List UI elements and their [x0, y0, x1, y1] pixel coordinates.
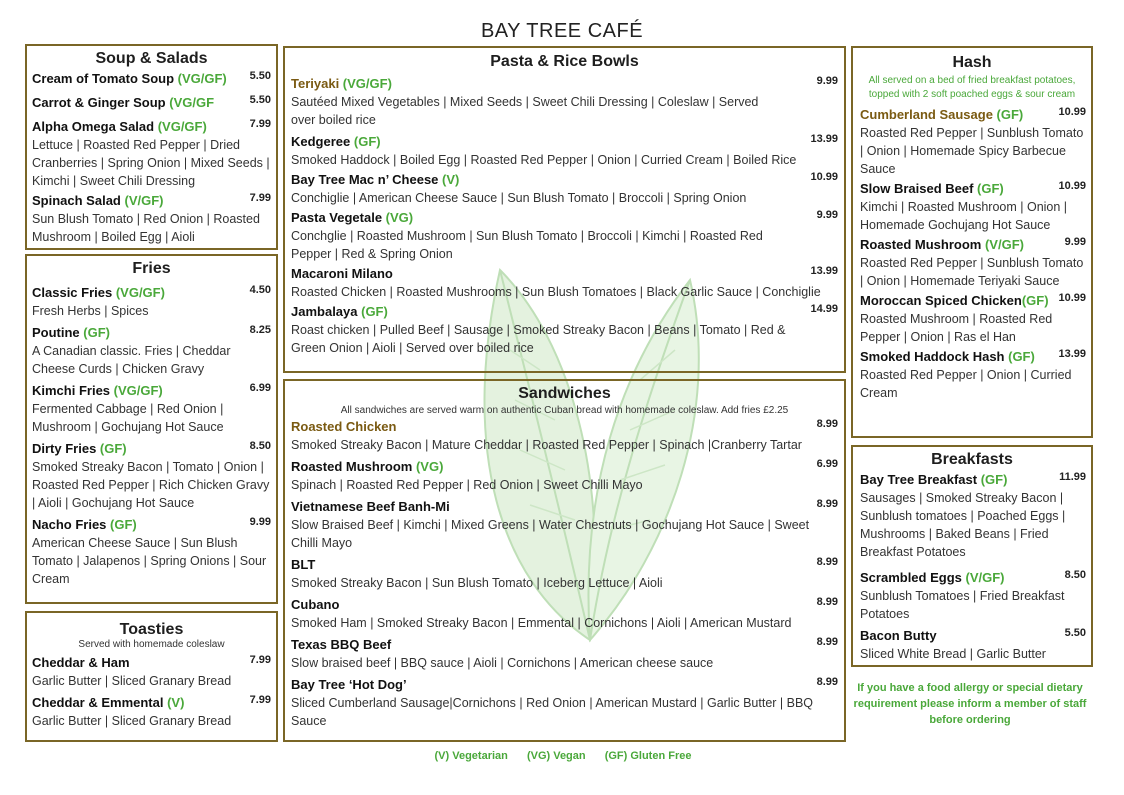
diet-tag: (GF): [99, 441, 127, 456]
menu-item: [32, 324, 271, 378]
item-description: Fermented Cabbage | Red Onion | Mushroom | Gochujang Hot Sauce: [32, 402, 224, 434]
item-name: Bacon Butty: [860, 628, 937, 643]
item-description: Roasted Red Pepper | Sunblush Tomato | Onion | Homemade Spicy Barbecue Sauce: [860, 126, 1084, 176]
item-description: Sautéed Mixed Vegetables | Mixed Seeds | Sweet Chili Dressing | Coleslaw | Served over boiled rice: [291, 95, 759, 127]
diet-tag: (V/GF): [984, 237, 1024, 252]
diet-tag: (GF): [83, 325, 110, 340]
item-description: Lettuce | Roasted Red Pepper | Dried Cranberries | Spring Onion | Mixed Seeds | Kimchi | Sweet Chili Dressing: [32, 138, 270, 188]
item-description: Slow braised beef | BBQ sauce | Aioli | Cornichons | American cheese sauce: [291, 656, 714, 670]
section-heading: Hash: [952, 54, 992, 71]
item-price: 8.25: [249, 324, 271, 336]
item-name: Roasted Mushroom: [860, 237, 985, 252]
diet-tag: (VG): [385, 210, 414, 225]
item-price: 8.50: [1064, 569, 1086, 581]
menu-item: [32, 654, 271, 690]
item-price: 10.99: [810, 171, 838, 183]
menu-item: [291, 498, 838, 552]
item-name: Vietnamese Beef Banh-Mi: [291, 499, 450, 514]
item-price: 8.99: [816, 596, 838, 608]
diet-tag: (GF): [977, 181, 1004, 196]
item-name: Kimchi Fries: [32, 383, 114, 398]
section-heading: Pasta & Rice Bowls: [490, 53, 639, 70]
legend-vegan: (VG) Vegan: [526, 750, 586, 762]
menu-item: [291, 209, 838, 263]
diet-legend: [283, 750, 843, 762]
item-price: 6.99: [249, 382, 271, 394]
menu-item: [291, 596, 838, 632]
item-name: Bay Tree ‘Hot Dog’: [291, 677, 407, 692]
diet-tag: (GF): [110, 517, 137, 532]
item-description: Spinach | Roasted Red Pepper | Red Onion | Sweet Chilli Mayo: [291, 478, 643, 492]
menu-item: [32, 440, 271, 512]
item-description: A Canadian classic. Fries | Cheddar Cheese Curds | Chicken Gravy: [32, 344, 231, 376]
menu-item: [860, 471, 1086, 561]
item-name: Kedgeree: [291, 134, 354, 149]
item-description: Fresh Herbs | Spices: [32, 304, 149, 318]
item-name: Cream of Tomato Soup: [32, 71, 178, 86]
item-name: Poutine: [32, 325, 84, 340]
diet-tag: (VG/GF): [177, 71, 227, 86]
diet-tag: (VG/GF): [115, 285, 165, 300]
item-price: 10.99: [1058, 292, 1086, 304]
section-heading: Sandwiches: [518, 385, 611, 402]
menu-item: [32, 694, 271, 730]
item-price: 8.99: [816, 556, 838, 568]
item-price: 7.99: [249, 118, 271, 130]
item-price: 8.50: [249, 440, 271, 452]
diet-tag: (VG/GF: [169, 95, 215, 110]
item-name: Classic Fries: [32, 285, 116, 300]
section-heading: Toasties: [119, 621, 184, 638]
menu-item: [32, 516, 271, 588]
item-description: Sausages | Smoked Streaky Bacon | Sunblush tomatoes | Poached Eggs | Mushrooms | Baked Beans | Fried Breakfast Potatoes: [860, 491, 1066, 559]
toasties-section: [25, 611, 278, 742]
section-heading: Fries: [132, 260, 171, 277]
item-price: 10.99: [1058, 106, 1086, 118]
menu-item: [291, 556, 838, 592]
diet-tag: (V): [442, 172, 460, 187]
diet-tag: (VG): [415, 459, 444, 474]
item-price: 7.99: [249, 192, 271, 204]
breakfasts-section: [851, 445, 1093, 667]
item-description: Sunblush Tomatoes | Fried Breakfast Potatoes: [860, 589, 1065, 621]
section-note: All served on a bed of fried breakfast potatoes, topped with 2 soft poached eggs & sour cream: [868, 75, 1076, 100]
menu-item: [860, 627, 1086, 663]
item-price: 8.99: [816, 676, 838, 688]
menu-item: [32, 284, 271, 320]
item-description: Roasted Mushroom | Roasted Red Pepper | Onion | Ras el Han: [860, 312, 1053, 344]
menu-item: [291, 75, 838, 129]
diet-tag: (GF): [996, 107, 1024, 122]
item-name: Jambalaya: [291, 304, 362, 319]
item-description: Roast chicken | Pulled Beef | Sausage | Smoked Streaky Bacon | Beans | Tomato | Red & Green Onion | Aioli | Served over boiled rice: [291, 323, 786, 355]
item-description: Garlic Butter | Sliced Granary Bread: [32, 714, 232, 728]
legend-gluten-free: (GF) Gluten Free: [604, 750, 692, 762]
item-name: Moroccan Spiced Chicken: [860, 293, 1022, 308]
diet-tag: (VG/GF): [157, 119, 207, 134]
item-name: Bay Tree Mac n’ Cheese: [291, 172, 443, 187]
item-name: Slow Braised Beef: [860, 181, 978, 196]
item-price: 10.99: [1058, 180, 1086, 192]
item-name: Carrot & Ginger Soup: [32, 95, 170, 110]
menu-item: [291, 133, 838, 169]
section-heading: Breakfasts: [931, 451, 1013, 468]
item-description: Smoked Streaky Bacon | Tomato | Onion | Roasted Red Pepper | Rich Chicken Gravy | Aioli | Gochujang Hot Sauce: [32, 460, 270, 510]
menu-item: [32, 70, 271, 88]
item-price: 13.99: [1058, 348, 1086, 360]
item-price: 8.99: [816, 418, 838, 430]
item-name: Nacho Fries: [32, 517, 111, 532]
menu-item: [32, 382, 271, 436]
diet-tag: (VG/GF): [113, 383, 163, 398]
menu-item: [291, 418, 838, 454]
diet-tag: (GF): [1008, 349, 1035, 364]
menu-item: [860, 106, 1086, 178]
item-description: Smoked Streaky Bacon | Mature Cheddar | Roasted Red Pepper | Spinach |Cranberry Tartar: [291, 438, 802, 452]
diet-tag: (GF): [1021, 293, 1049, 308]
diet-tag: (V/GF): [124, 193, 164, 208]
menu-item: [860, 236, 1086, 290]
menu-item: [291, 458, 838, 494]
item-name: Alpha Omega Salad: [32, 119, 158, 134]
item-price: 6.99: [816, 458, 838, 470]
item-price: 9.99: [816, 209, 838, 221]
item-description: Roasted Red Pepper | Sunblush Tomato | Onion | Homemade Teriyaki Sauce: [860, 256, 1084, 288]
item-description: Slow Braised Beef | Kimchi | Mixed Greens | Water Chestnuts | Gochujang Hot Sauce | Sweet Chilli Mayo: [291, 518, 810, 550]
item-description: Roasted Chicken | Roasted Mushrooms | Sun Blush Tomatoes | Black Garlic Sauce | Conchiglie: [291, 285, 821, 299]
item-name: Scrambled Eggs: [860, 570, 966, 585]
menu-item: [860, 180, 1086, 234]
item-price: 13.99: [810, 265, 838, 277]
menu-item: [291, 636, 838, 672]
item-name: Teriyaki: [291, 76, 343, 91]
item-price: 9.99: [249, 516, 271, 528]
item-description: Garlic Butter | Sliced Granary Bread: [32, 674, 232, 688]
menu-item: [860, 569, 1086, 623]
menu-item: [291, 265, 838, 301]
item-price: 9.99: [1064, 236, 1086, 248]
item-price: 11.99: [1059, 471, 1086, 483]
menu-item: [291, 171, 838, 207]
section-note: All sandwiches are served warm on authentic Cuban bread with homemade coleslaw. Add fries £2.25: [340, 405, 789, 416]
sandwiches-section: [283, 379, 846, 742]
item-name: Pasta Vegetale: [291, 210, 386, 225]
item-price: 8.99: [816, 498, 838, 510]
item-price: 5.50: [249, 70, 271, 82]
item-name: Smoked Haddock Hash: [860, 349, 1009, 364]
allergy-notice: If you have a food allergy or special dietary requirement please inform a member of staff before ordering: [853, 682, 1087, 726]
item-name: BLT: [291, 557, 316, 572]
legend-vegetarian: (V) Vegetarian: [434, 750, 508, 762]
menu-item: [291, 676, 838, 730]
item-price: 9.99: [816, 75, 838, 87]
item-description: Roasted Red Pepper | Onion | Curried Cream: [860, 368, 1072, 400]
menu-item: [32, 118, 271, 190]
section-note: Served with homemade coleslaw: [78, 639, 225, 650]
menu-item: [32, 94, 271, 112]
diet-tag: (GF): [980, 472, 1008, 487]
diet-tag: (V/GF): [965, 570, 1005, 585]
menu-item: [32, 192, 271, 246]
item-price: 13.99: [810, 133, 838, 145]
section-heading: Soup & Salads: [95, 50, 208, 67]
item-description: Smoked Streaky Bacon | Sun Blush Tomato | Iceberg Lettuce | Aioli: [291, 576, 663, 590]
item-name: Bay Tree Breakfast: [860, 472, 981, 487]
menu-item: [860, 348, 1086, 402]
diet-tag: (VG/GF): [342, 76, 392, 91]
fries-section: [25, 254, 278, 604]
menu-item: [291, 303, 838, 357]
diet-tag: (V): [167, 695, 185, 710]
item-description: Sliced Cumberland Sausage|Cornichons | Red Onion | American Mustard | Garlic Butter | BBQ Sauce: [291, 696, 814, 728]
diet-tag: (GF): [353, 134, 381, 149]
item-description: Smoked Ham | Smoked Streaky Bacon | Emmental | Cornichons | Aioli | American Mustard: [291, 616, 792, 630]
item-price: 5.50: [249, 94, 271, 106]
soup-salads-section: [25, 44, 278, 250]
item-description: Sun Blush Tomato | Red Onion | Roasted Mushroom | Boiled Egg | Aioli: [32, 212, 260, 244]
menu-title: BAY TREE CAFÉ: [480, 20, 644, 42]
item-price: 14.99: [810, 303, 838, 315]
item-name: Roasted Chicken: [291, 419, 397, 434]
menu-item: [860, 292, 1086, 346]
item-description: Conchiglie | American Cheese Sauce | Sun Blush Tomato | Broccoli | Spring Onion: [291, 191, 747, 205]
pasta-rice-section: [283, 46, 846, 373]
item-name: Macaroni Milano: [291, 266, 393, 281]
item-description: American Cheese Sauce | Sun Blush Tomato | Jalapenos | Spring Onions | Sour Cream: [32, 536, 267, 586]
item-name: Roasted Mushroom: [291, 459, 416, 474]
item-name: Dirty Fries: [32, 441, 100, 456]
item-description: Kimchi | Roasted Mushroom | Onion | Homemade Gochujang Hot Sauce: [860, 200, 1068, 232]
diet-tag: (GF): [361, 304, 388, 319]
item-price: 7.99: [249, 654, 271, 666]
item-name: Cubano: [291, 597, 340, 612]
item-name: Texas BBQ Beef: [291, 637, 392, 652]
item-price: 5.50: [1064, 627, 1086, 639]
item-description: Sliced White Bread | Garlic Butter: [860, 647, 1046, 661]
item-description: Smoked Haddock | Boiled Egg | Roasted Red Pepper | Onion | Curried Cream | Boiled Rice: [291, 153, 797, 167]
item-name: Spinach Salad: [32, 193, 125, 208]
item-name: Cheddar & Ham: [32, 655, 130, 670]
item-price: 4.50: [249, 284, 271, 296]
item-name: Cheddar & Emmental: [32, 695, 168, 710]
hash-section: [851, 46, 1093, 438]
item-price: 7.99: [249, 694, 271, 706]
item-name: Cumberland Sausage: [860, 107, 997, 122]
item-description: Conchglie | Roasted Mushroom | Sun Blush Tomato | Broccoli | Kimchi | Roasted Red Pepper | Red & Spring Onion: [291, 229, 763, 261]
item-price: 8.99: [816, 636, 838, 648]
